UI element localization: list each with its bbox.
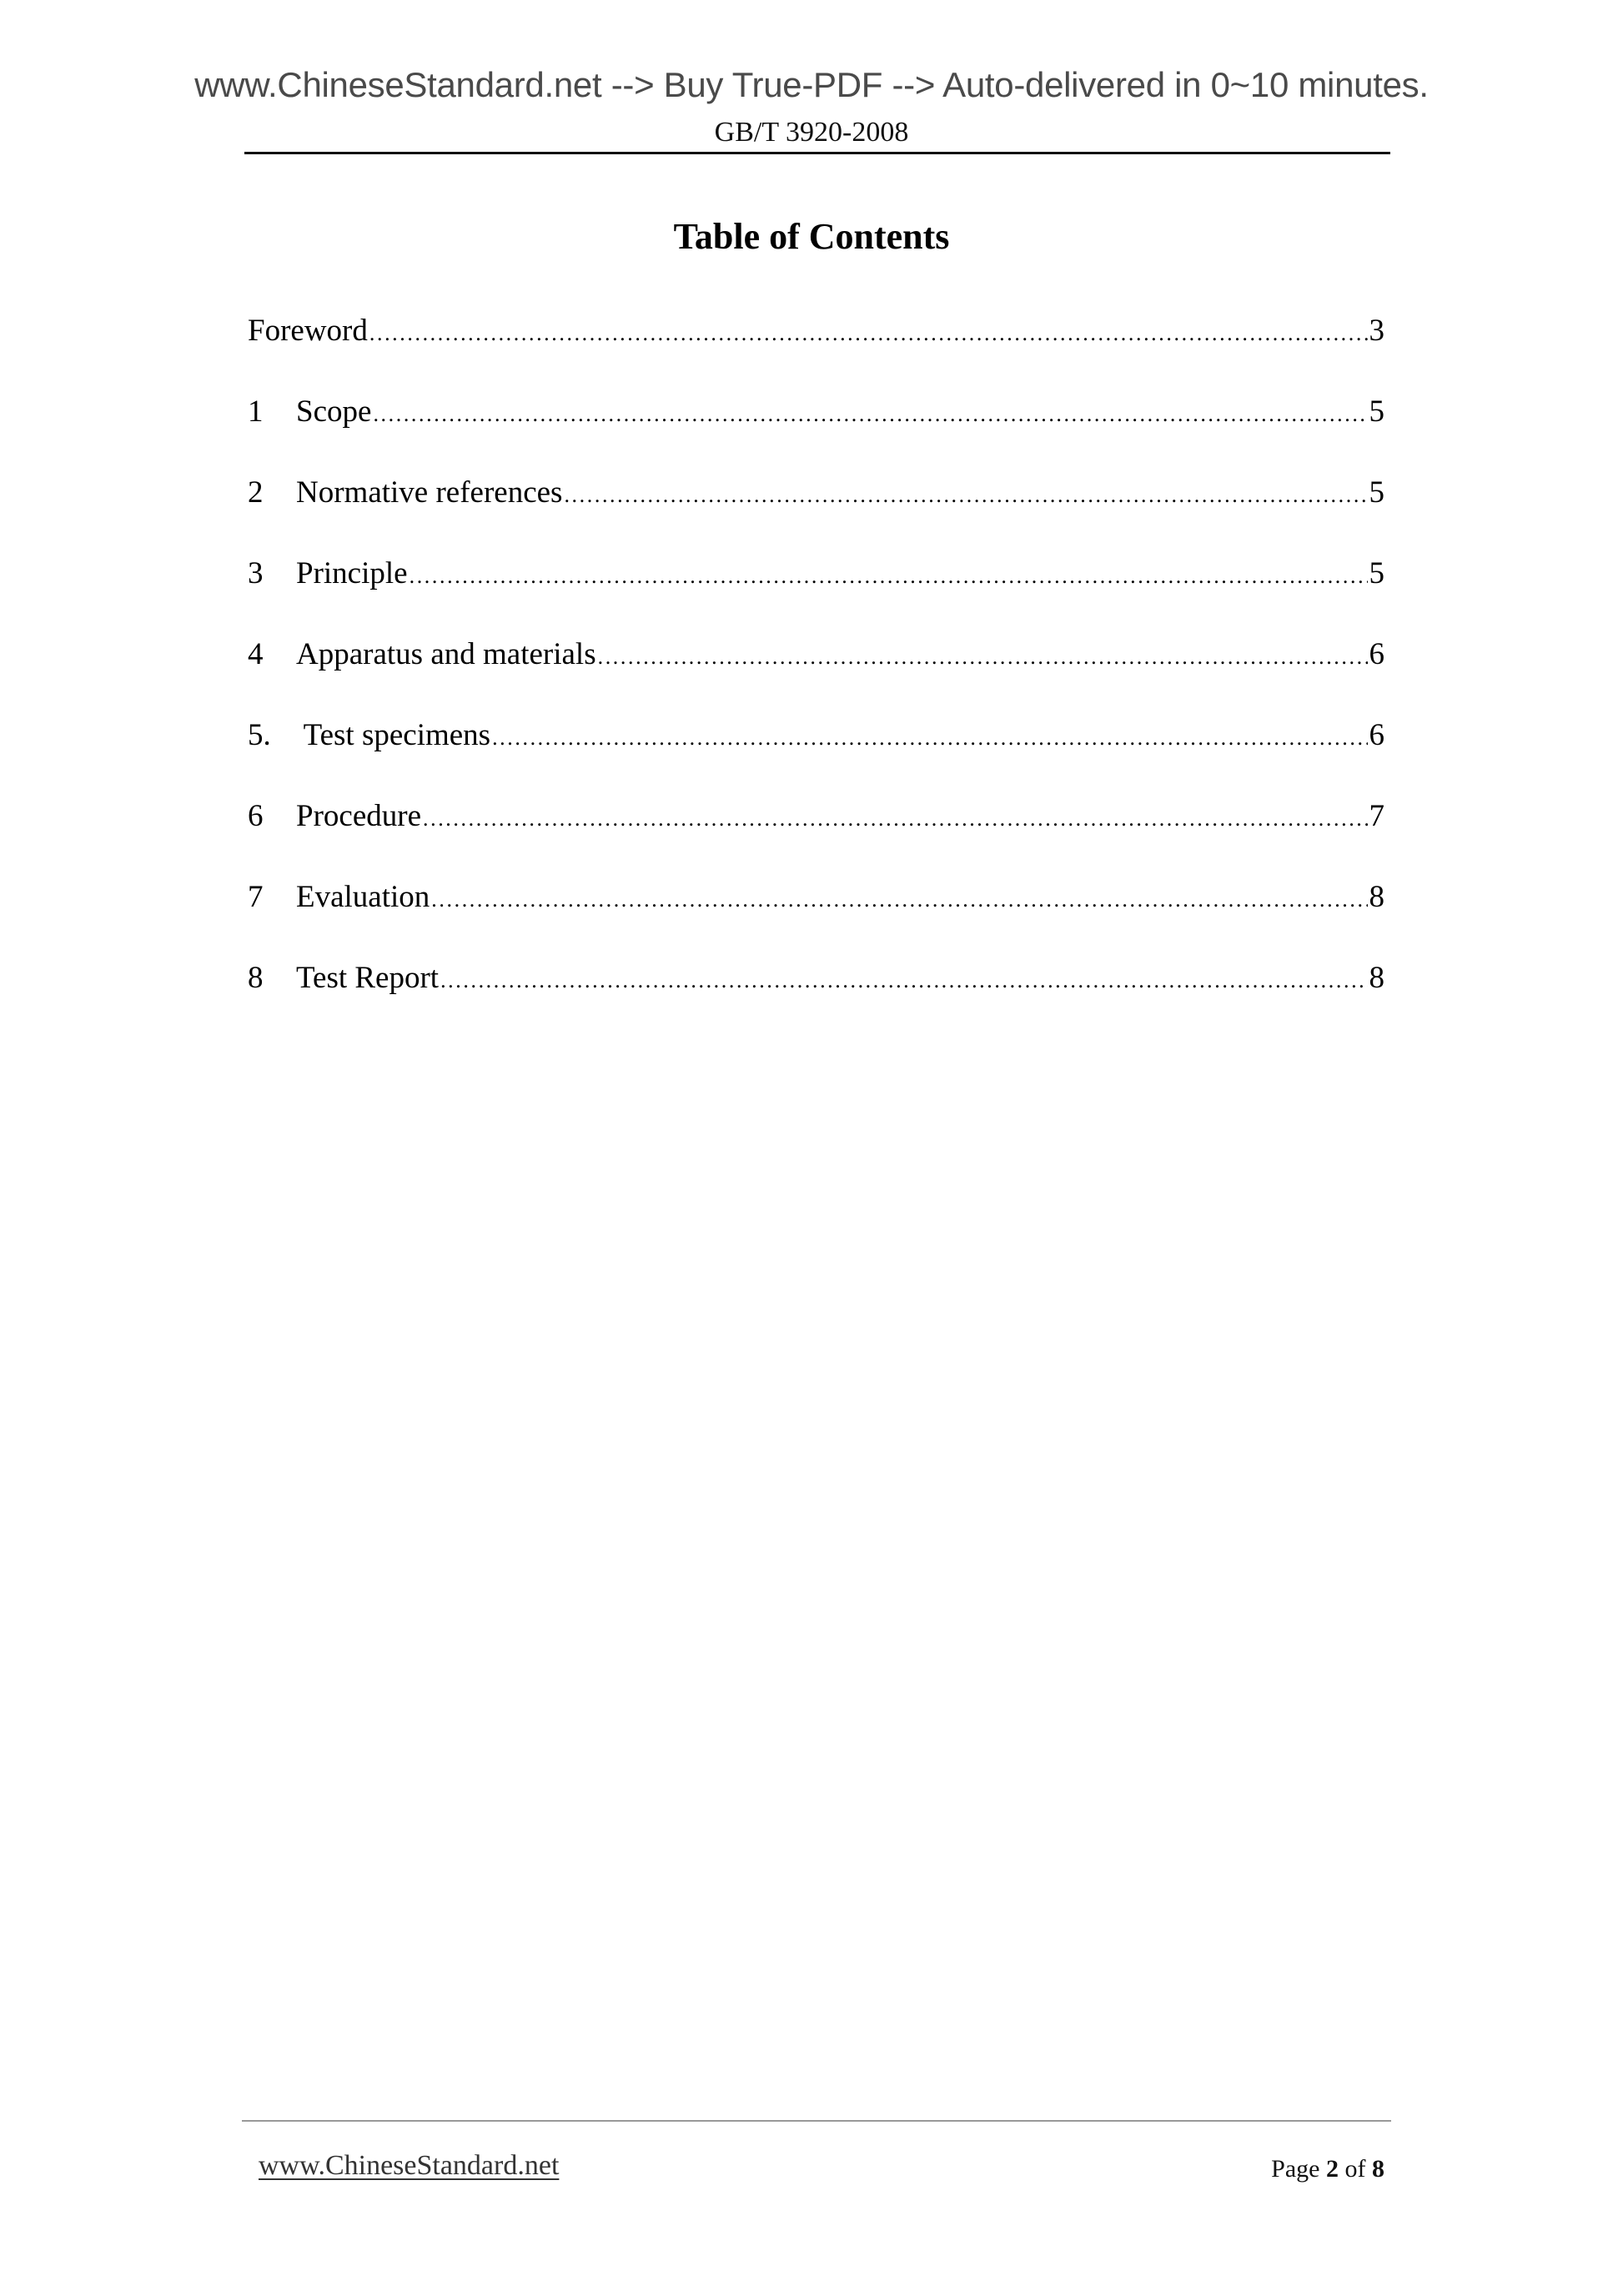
standard-code: GB/T 3920-2008	[714, 117, 909, 148]
toc-entry-label: Procedure	[296, 799, 421, 833]
toc-entry-page: 5	[1369, 394, 1384, 429]
page-separator: of	[1344, 2155, 1366, 2183]
toc-entry-number: 2	[248, 475, 264, 510]
dot-leader	[431, 879, 1367, 921]
toc-entry-label: Test Report	[296, 961, 440, 995]
toc-entry-label: Apparatus and materials	[296, 637, 596, 671]
dot-leader	[492, 717, 1367, 759]
toc-entry-normative-references[interactable]	[248, 472, 1384, 553]
header-rule	[244, 152, 1390, 154]
header-banner: www.ChineseStandard.net --> Buy True-PDF --> Auto-delivered in 0~10 minutes.	[194, 65, 1429, 104]
toc-entry-page: 6	[1369, 718, 1384, 752]
toc-entry-number: 3	[248, 556, 264, 590]
toc-entry-number: 4	[248, 637, 264, 671]
toc-entry-page: 5	[1369, 475, 1384, 510]
footer-rule	[242, 2120, 1391, 2122]
dot-leader	[410, 555, 1368, 597]
toc-entry-number: 5.	[248, 718, 271, 752]
toc-entry-page: 8	[1369, 880, 1384, 914]
dot-leader	[564, 475, 1367, 516]
toc-entry-page: 7	[1369, 799, 1384, 833]
toc-entry-principle[interactable]	[248, 553, 1384, 634]
toc-entry-label: Scope	[296, 394, 372, 429]
current-page: 2	[1326, 2155, 1339, 2183]
toc-entry-label: Foreword	[248, 314, 368, 348]
page-prefix: Page	[1271, 2155, 1320, 2183]
toc-entry-label: Normative references	[296, 475, 563, 510]
dot-leader	[598, 636, 1368, 678]
toc-entry-apparatus[interactable]	[248, 634, 1384, 715]
toc-title: Table of Contents	[673, 216, 950, 257]
toc-entry-procedure[interactable]	[248, 796, 1384, 877]
toc-entry-scope[interactable]	[248, 391, 1384, 472]
toc-entry-page: 6	[1369, 637, 1384, 671]
footer-website-link[interactable]: www.ChineseStandard.net	[259, 2150, 560, 2181]
total-pages: 8	[1372, 2155, 1384, 2183]
toc-entry-label: Principle	[296, 556, 408, 590]
toc-entry-number: 8	[248, 961, 264, 995]
toc-entry-test-report[interactable]	[248, 957, 1384, 1038]
dot-leader	[373, 394, 1367, 435]
toc-entry-number: 6	[248, 799, 264, 833]
toc-entry-page: 8	[1369, 961, 1384, 995]
toc-entry-evaluation[interactable]	[248, 877, 1384, 957]
toc-entry-number: 7	[248, 880, 264, 914]
dot-leader	[440, 960, 1367, 1002]
toc-entry-foreword[interactable]	[248, 310, 1384, 391]
toc-entry-number: 1	[248, 394, 264, 429]
dot-leader	[369, 313, 1368, 354]
table-of-contents	[248, 310, 1384, 1038]
toc-entry-label: Test specimens	[296, 718, 491, 752]
toc-entry-page: 3	[1369, 314, 1384, 348]
toc-entry-page: 5	[1369, 556, 1384, 590]
toc-entry-label: Evaluation	[296, 880, 430, 914]
toc-entry-test-specimens[interactable]	[248, 715, 1384, 796]
dot-leader	[423, 798, 1368, 840]
page-indicator	[1271, 2155, 1384, 2183]
